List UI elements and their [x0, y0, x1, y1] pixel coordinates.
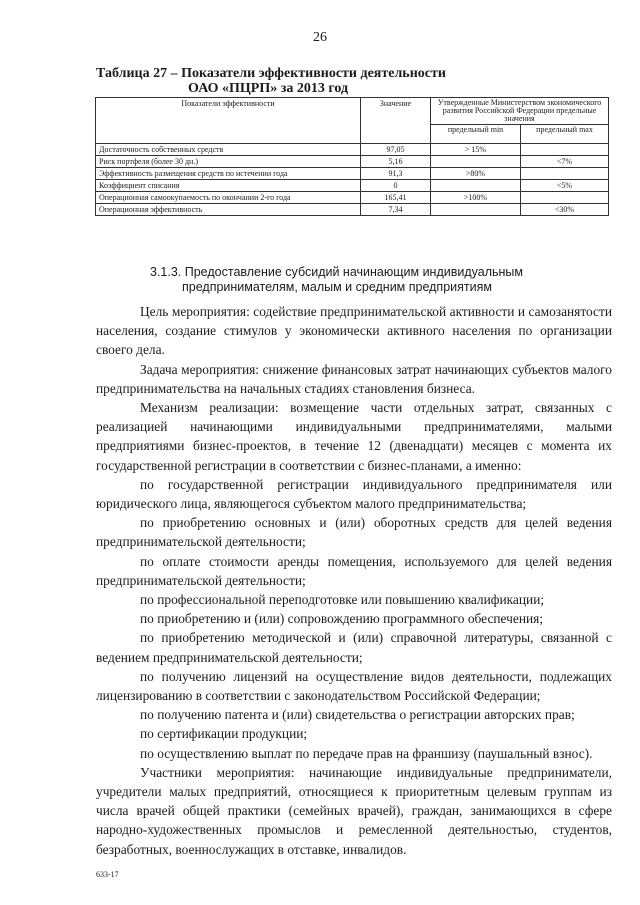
- paragraph: Участники мероприятия: начинающие индивидуальные предприниматели, учредители малых предприятий, относящиеся к приоритетным целевым группам из числа врачей общей практики (семейных врачей), граждан, занимающихся в сфере народно-художественных промыслов и ремесленной деятельностью, студентов, безработных, военнослужащих в отставке, инвалидов.: [96, 764, 612, 857]
- cell-max: [521, 192, 609, 204]
- body-text: [96, 302, 612, 859]
- paragraph: по приобретению основных и (или) оборотных средств для целей ведения предпринимательской деятельности;: [96, 515, 612, 550]
- paragraph: по сертификации продукции;: [140, 726, 308, 742]
- header-value: Значение: [361, 98, 431, 144]
- cell-indicator: Эффективность размещения средств по истечении года: [96, 168, 361, 180]
- table-row: [96, 180, 609, 192]
- cell-value: 165,41: [361, 192, 431, 204]
- table-row: [96, 192, 609, 204]
- cell-min: [431, 180, 521, 192]
- cell-value: 91,3: [361, 168, 431, 180]
- paragraph: по приобретению и (или) сопровождению программного обеспечения;: [140, 611, 544, 627]
- page-number: 26: [313, 30, 327, 45]
- paragraph: по приобретению методической и (или) справочной литературы, связанной с ведением предпринимательской деятельности;: [96, 630, 612, 665]
- table-row: [96, 204, 609, 216]
- table-row: [96, 168, 609, 180]
- cell-max: <5%: [521, 180, 609, 192]
- cell-value: 7,34: [361, 204, 431, 216]
- cell-max: [521, 144, 609, 156]
- paragraph: по получению патента и (или) свидетельства о регистрации авторских прав;: [140, 707, 575, 723]
- cell-min: > 15%: [431, 144, 521, 156]
- cell-indicator: Достаточность собственных средств: [96, 144, 361, 156]
- paragraph: по государственной регистрации индивидуального предпринимателя или юридического лица, являющегося субъектом малого предпринимательства;: [96, 476, 612, 512]
- section-heading: [150, 265, 570, 295]
- metrics-table: [95, 97, 609, 216]
- paragraph: по оплате стоимости аренды помещения, используемого для целей ведения предпринимательской деятельности;: [96, 553, 612, 588]
- header-indicator: Показатели эффективности: [96, 98, 361, 144]
- table-title-line-1: Таблица 27 – Показатели эффективности деятельности: [96, 66, 446, 81]
- cell-max: <7%: [521, 156, 609, 168]
- cell-indicator: Коэффициент списания: [96, 180, 361, 192]
- header-max: предельный max: [521, 125, 609, 144]
- cell-max: <30%: [521, 204, 609, 216]
- section-heading-line-2: предпринимателям, малым и средним предприятиям: [182, 280, 492, 294]
- paragraph: Задача мероприятия: снижение финансовых затрат начинающих субъектов малого предпринимательства на начальных стадиях становления бизнеса.: [96, 361, 612, 396]
- cell-min: >100%: [431, 192, 521, 204]
- paragraph: Механизм реализации: возмещение части отдельных затрат, связанных с реализацией начинающими индивидуальными предпринимателями, малыми предприятиями бизнес-проектов, в течение 12 (двенадцати) месяцев с момента их государственной регистрации в соответствии с бизнес-планами, а именно:: [96, 400, 612, 473]
- section-heading-line-1: 3.1.3. Предоставление субсидий начинающим индивидуальным: [150, 265, 523, 279]
- table-row: [96, 144, 609, 156]
- cell-indicator: Операционная эффективность: [96, 204, 361, 216]
- cell-indicator: Операционная самоокупаемость по окончании 2-го года: [96, 192, 361, 204]
- header-min: предельный min: [431, 125, 521, 144]
- table-row: [96, 156, 609, 168]
- cell-indicator: Риск портфеля (более 30 дн.): [96, 156, 361, 168]
- cell-min: [431, 204, 521, 216]
- cell-min: >80%: [431, 168, 521, 180]
- paragraph: по получению лицензий на осуществление видов деятельности, подлежащих лицензированию в соответствии с законодательством Российской Федерации;: [96, 668, 612, 704]
- paragraph: Цель мероприятия: содействие предпринимательской активности и самозанятости населения, создание стимулов у экономически активного населения по организации своего дела.: [96, 304, 612, 358]
- paragraph: по осуществлению выплат по передаче прав на франшизу (паушальный взнос).: [140, 745, 593, 761]
- cell-value: 0: [361, 180, 431, 192]
- cell-value: 97,05: [361, 144, 431, 156]
- paragraph: по профессиональной переподготовке или повышению квалификации;: [140, 592, 545, 608]
- cell-max: [521, 168, 609, 180]
- cell-value: 5,16: [361, 156, 431, 168]
- table-title-line-2: ОАО «ПЦРП» за 2013 год: [188, 81, 349, 96]
- footer-code: 633-17: [96, 870, 119, 879]
- cell-min: [431, 156, 521, 168]
- table-title: [96, 66, 556, 96]
- header-approved-limits: Утвержденные Министерством экономического развития Российской Федерации предельные значения: [431, 98, 609, 125]
